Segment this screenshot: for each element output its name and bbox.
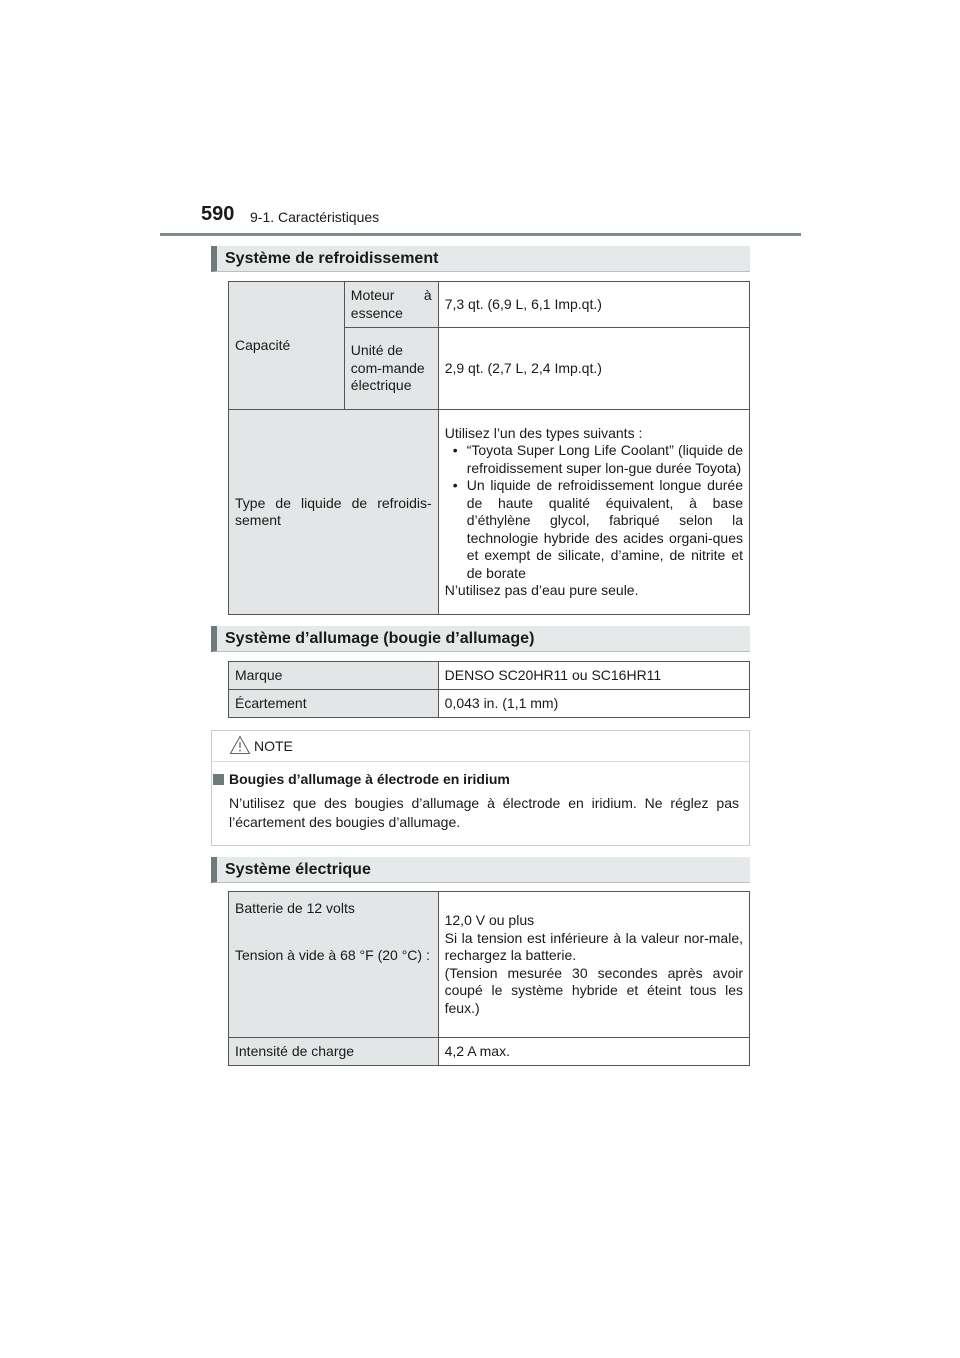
electric-unit-label: Unité de com-mande électrique xyxy=(344,328,438,410)
coolant-intro: Utilisez l’un des types suivants : xyxy=(444,424,643,441)
ignition-table xyxy=(228,661,750,718)
note-item-title: Bougies d’allumage à électrode en iridium xyxy=(229,771,510,787)
coolant-option: • “Toyota Super Long Life Coolant” (liquide de refroidissement super lon-gue durée Toyota) xyxy=(445,442,743,477)
gasoline-engine-value: 7,3 qt. (6,9 L, 6,1 Imp.qt.) xyxy=(438,282,749,328)
page-number: 590 xyxy=(201,203,235,225)
spark-plug-gap-value: 0,043 in. (1,1 mm) xyxy=(438,690,749,718)
capacity-label: Capacité xyxy=(229,282,345,410)
spark-plug-brand-label: Marque xyxy=(229,662,439,690)
warning-triangle-icon xyxy=(229,735,251,760)
battery-label: Batterie de 12 volts xyxy=(235,900,355,916)
electric-unit-value: 2,9 qt. (2,7 L, 2,4 Imp.qt.) xyxy=(438,328,749,410)
coolant-option: • Un liquide de refroidissement longue durée de haute qualité équivalent, à base d’éthylène glycol, fabriqué selon la technologie hybride des acides organi-ques et exempt de silicate, d’amine, de nitrite et de borate xyxy=(445,477,743,582)
voltage-value: 12,0 V ou plus xyxy=(444,912,535,928)
section-title-ignition: Système d’allumage (bougie d’allumage) xyxy=(211,626,750,652)
charge-rate-label: Intensité de charge xyxy=(229,1038,439,1066)
note-box xyxy=(211,730,750,846)
battery-voltage-value xyxy=(438,892,749,1038)
header-rule xyxy=(160,233,801,236)
gasoline-engine-label: Moteur à essence xyxy=(344,282,438,328)
chapter-title: 9-1. Caractéristiques xyxy=(250,209,380,225)
section-title-cooling: Système de refroidissement xyxy=(211,246,750,272)
coolant-type-value xyxy=(438,410,749,615)
note-item-body: N’utilisez que des bougies d’allumage à électrode en iridium. Ne réglez pas l’écartement des bougies d’allumage. xyxy=(229,795,739,830)
coolant-options-list xyxy=(445,442,743,582)
voltage-low-advice: Si la tension est inférieure à la valeur nor-male, rechargez la batterie. xyxy=(444,929,743,963)
charge-rate-value: 4,2 A max. xyxy=(438,1038,749,1066)
coolant-type-label: Type de liquide de refroidis-sement xyxy=(229,410,439,615)
battery-voltage-label xyxy=(229,892,439,1038)
voltage-measurement-note: (Tension mesurée 30 secondes après avoir coupé le système hybride et éteint tous les feux.) xyxy=(444,964,743,1016)
square-bullet-icon xyxy=(213,774,224,785)
note-title: NOTE xyxy=(254,738,293,754)
note-header xyxy=(212,731,749,762)
electrical-table xyxy=(228,891,750,1066)
coolant-outro: N’utilisez pas d’eau pure seule. xyxy=(444,582,639,598)
spark-plug-gap-label: Écartement xyxy=(229,690,439,718)
spark-plug-brand-value: DENSO SC20HR11 ou SC16HR11 xyxy=(438,662,749,690)
cooling-table xyxy=(228,281,750,615)
open-circuit-voltage-label: Tension à vide à 68 °F (20 °C) : xyxy=(235,946,430,963)
section-title-electrical: Système électrique xyxy=(211,857,750,883)
